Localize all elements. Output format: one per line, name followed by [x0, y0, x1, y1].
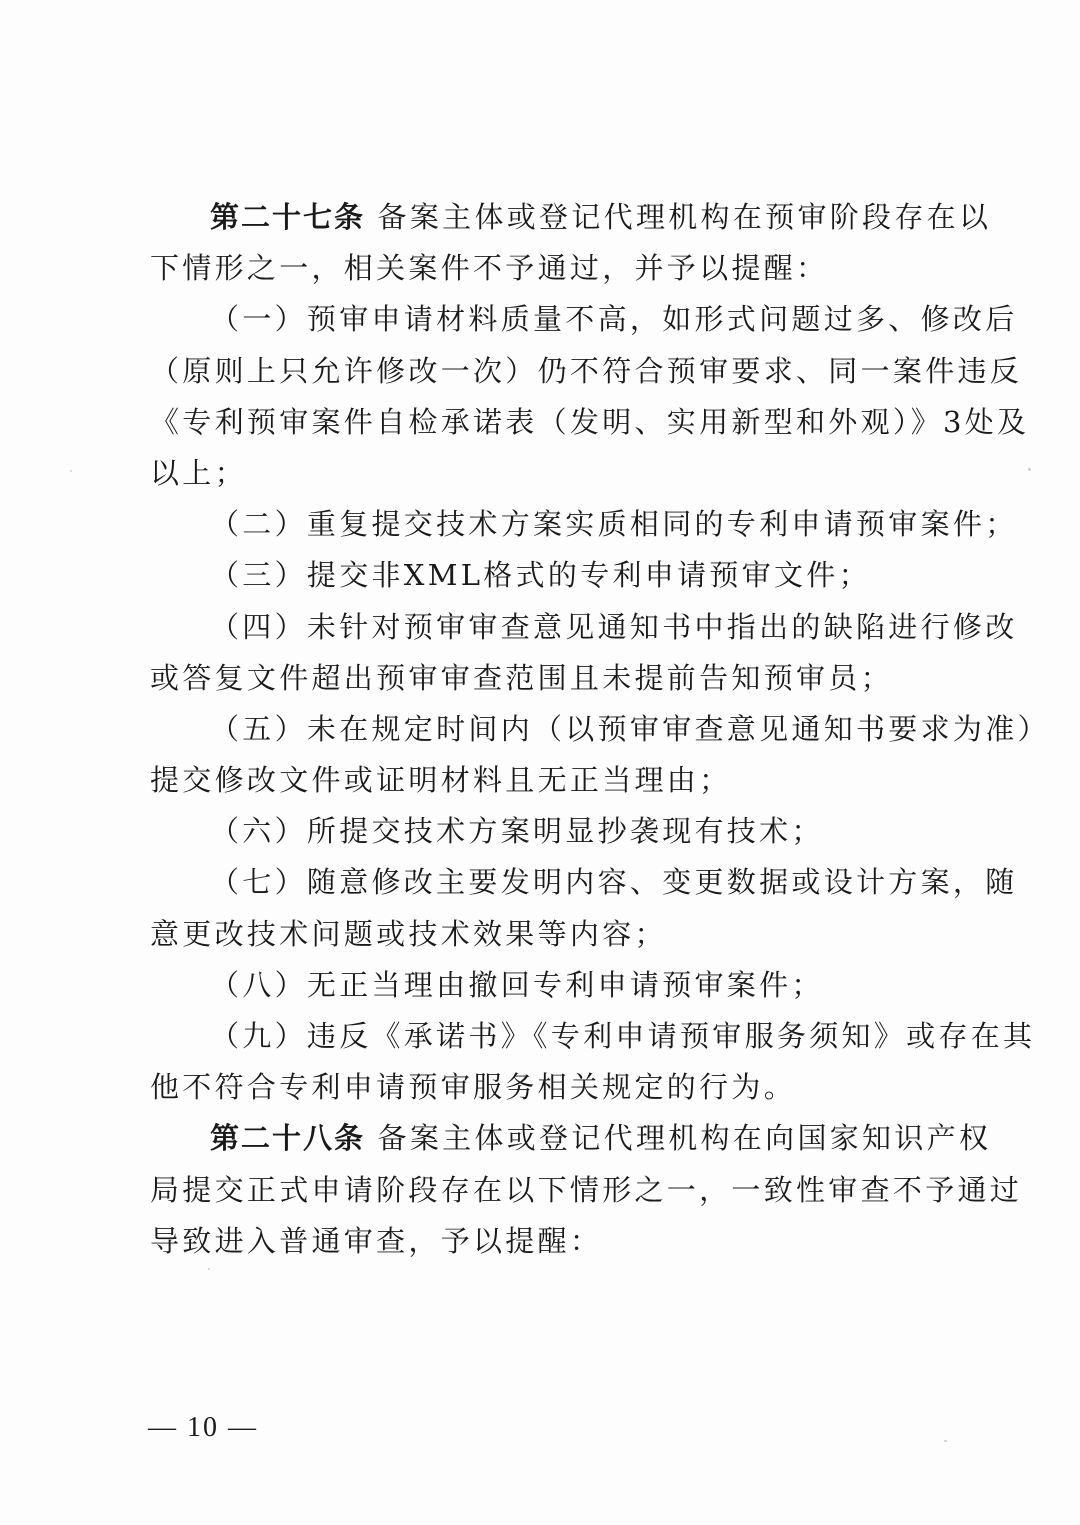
- item-7-line-1: （七）随意修改主要发明内容、变更数据或设计方案，随: [210, 865, 1018, 900]
- scan-speck: [1028, 468, 1031, 471]
- article-27-line-2: 下情形之一，相关案件不予通过，并予以提醒：: [150, 251, 829, 286]
- item-1-line-1: （一）预审申请材料质量不高，如形式问题过多、修改后: [210, 302, 1018, 337]
- item-9-line-1: （九）违反《承诺书》《专利申请预审服务须知》或存在其: [210, 1019, 1036, 1053]
- item-8-line-1: （八）无正当理由撤回专利申请预审案件；: [210, 967, 824, 1002]
- page-number: — 10 —: [148, 1412, 258, 1443]
- scan-speck: [944, 1440, 947, 1442]
- item-5-line-2: 提交修改文件或证明材料且无正当理由；: [150, 763, 732, 798]
- item-9-line-2: 他不符合专利申请预审服务相关规定的行为。: [150, 1070, 797, 1105]
- article-28-line-3: 导致进入普通审查，予以提醒：: [150, 1223, 603, 1258]
- item-6-line-1: （六）所提交技术方案明显抄袭现有技术；: [210, 814, 824, 849]
- item-1-line-4: 以上；: [150, 455, 247, 490]
- article-28-line-2: 局提交正式申请阶段存在以下情形之一，一致性审查不予通过: [150, 1172, 1023, 1207]
- item-3-line-1: （三）提交非XML格式的专利申请预审文件；: [210, 558, 871, 593]
- article-28-heading: 第二十八条: [210, 1121, 366, 1156]
- item-1-line-2: （原则上只允许修改一次）仍不符合预审要求、同一案件违反: [150, 353, 1023, 388]
- scan-speck: [208, 1268, 210, 1270]
- article-28-text-1: 备案主体或登记代理机构在向国家知识产权: [377, 1121, 992, 1156]
- article-27-heading: 第二十七条: [210, 200, 366, 234]
- article-27-line-1: [150, 192, 992, 243]
- item-1-line-3: 《专利预审案件自检承诺表（发明、实用新型和外观）》3处及: [150, 404, 1030, 439]
- scan-speck: [70, 470, 72, 472]
- article-28-line-1: [150, 1113, 992, 1164]
- item-7-line-2: 意更改技术问题或技术效果等内容；: [150, 916, 667, 951]
- document-body: [150, 192, 1050, 1267]
- item-4-line-2: 或答复文件超出预审审查范围且未提前告知预审员；: [150, 660, 893, 695]
- item-2-line-1: （二）重复提交技术方案实质相同的专利申请预审案件；: [210, 507, 1018, 542]
- item-4-line-1: （四）未针对预审审查意见通知书中指出的缺陷进行修改: [210, 609, 1018, 644]
- article-27-text-1: 备案主体或登记代理机构在预审阶段存在以: [377, 200, 992, 234]
- item-5-line-1: （五）未在规定时间内（以预审审查意见通知书要求为准）: [210, 711, 1050, 746]
